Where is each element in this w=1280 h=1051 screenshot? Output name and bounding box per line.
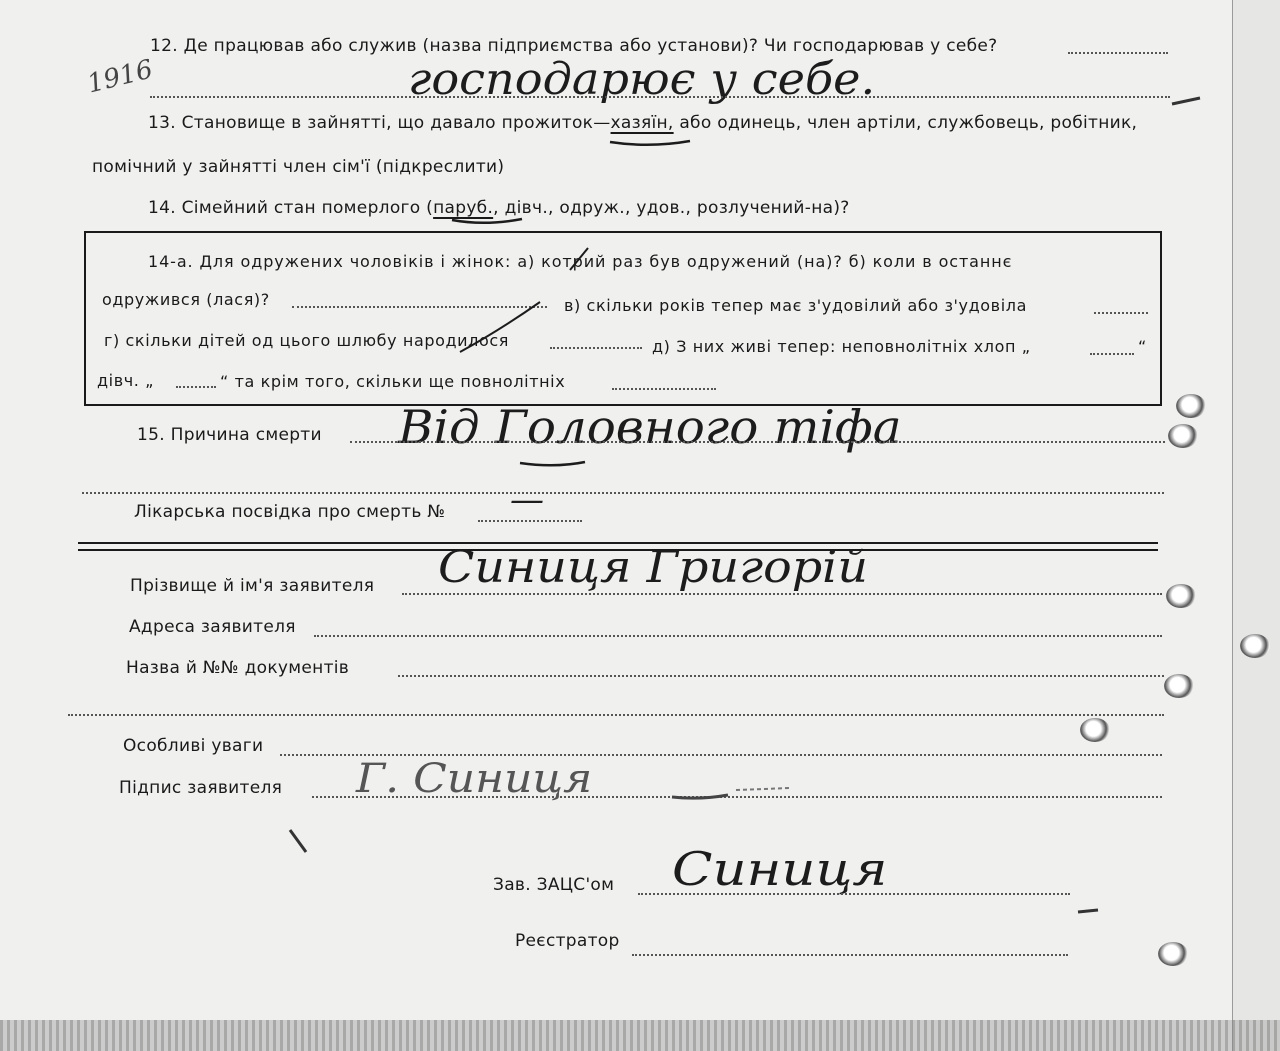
question-13-lead: 13. Становище в зайнятті, що давало прожиток— — [148, 113, 611, 133]
medical-certificate-number: — — [510, 480, 544, 520]
stroke — [672, 795, 728, 798]
question-14a-line3b: д) З них живі тепер: неповнолітніх хлоп „ — [652, 337, 1031, 356]
selected-option-owner: хазяїн, — [610, 113, 674, 133]
medical-certificate-label: Лікарська посвідка про смерть № — [134, 502, 446, 522]
owner-underline — [610, 141, 690, 145]
answer-15-cause-of-death: Від Головного тіфа — [398, 400, 902, 454]
question-14-lead: 14. Сімейний стан померлого ( — [148, 198, 434, 218]
single-underline — [452, 219, 522, 223]
question-13-line2: помічний у зайнятті член сім'ї (підкреслити) — [92, 157, 505, 177]
stroke — [460, 302, 540, 352]
answer-12: господарює у себе. — [408, 54, 876, 105]
documents-label: Назва й №№ документів — [126, 658, 350, 678]
punch-hole — [1080, 718, 1110, 742]
question-14a-quote: “ — [1138, 337, 1147, 356]
question-14a-line4a: дівч. „ — [97, 371, 155, 390]
margin-note: 1916 — [84, 54, 156, 100]
question-14a-line1: 14-а. Для одружених чоловіків і жінок: а) котрий раз був одружений (на)? б) коли в останнє — [148, 252, 1013, 271]
registry-head-label: Зав. ЗАЦС'ом — [493, 875, 615, 895]
question-14a-line2a: одружився (лася)? — [102, 290, 270, 309]
punch-hole — [1158, 942, 1188, 966]
question-14a-line3a: г) скільки дітей од цього шлюбу народилося — [104, 331, 509, 350]
applicant-signature: Г. Синиця — [356, 756, 593, 802]
stroke — [520, 462, 585, 465]
question-14a-line4b: “ та крім того, скільки ще повнолітніх — [220, 372, 566, 391]
registrar-label: Реєстратор — [515, 931, 620, 951]
bottom-paper-edge — [0, 1020, 1280, 1051]
applicant-name-answer: Синиця Григорій — [438, 542, 868, 593]
question-12: 12. Де працював або служив (назва підприємства або установи)? Чи господарював у себе? — [150, 36, 998, 56]
applicant-name-label: Прізвище й ім'я заявителя — [130, 576, 375, 596]
registry-head-signature: Синиця — [672, 842, 888, 896]
punch-hole — [1176, 394, 1206, 418]
stroke — [1172, 98, 1200, 104]
question-15: 15. Причина смерти — [137, 425, 322, 445]
punch-hole — [1166, 584, 1196, 608]
punch-hole — [1168, 424, 1198, 448]
applicant-address-label: Адреса заявителя — [129, 617, 296, 637]
stroke — [736, 788, 790, 790]
punch-hole — [1240, 634, 1270, 658]
question-14-options: , дівч., одруж., удов., розлучений-на)? — [493, 198, 850, 218]
stroke — [570, 248, 588, 270]
stroke — [1078, 910, 1098, 912]
question-13-options: або одинець, член артіли, службовець, робітник, — [679, 113, 1138, 133]
punch-hole — [1164, 674, 1194, 698]
question-14a-line2b: в) скільки років тепер має з'удовілий або з'удовіла — [564, 296, 1027, 315]
remarks-label: Особливі уваги — [123, 736, 264, 756]
applicant-signature-label: Підпис заявителя — [119, 778, 283, 798]
stroke — [290, 830, 306, 852]
selected-option-single: паруб. — [433, 198, 494, 218]
